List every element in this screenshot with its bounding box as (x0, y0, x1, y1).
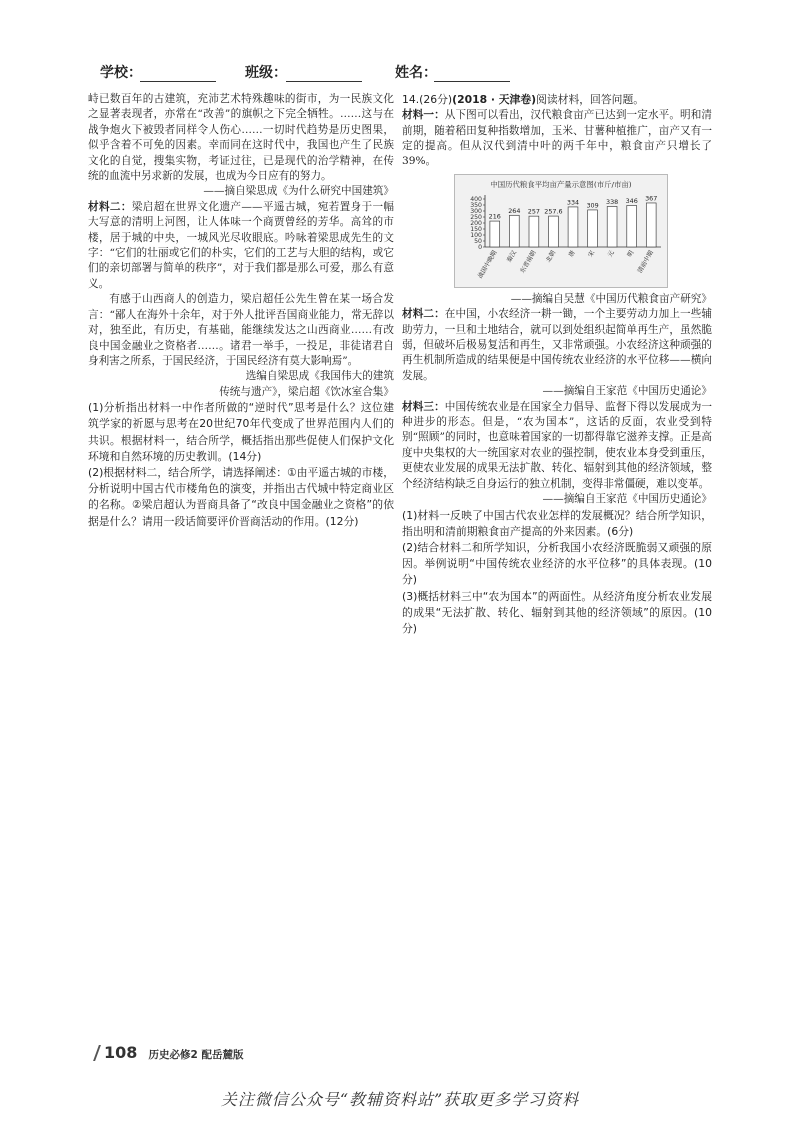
category-label: 明 (626, 249, 636, 259)
class-blank[interactable] (286, 81, 362, 82)
page-header (100, 62, 660, 86)
y-tick-label: 250 (470, 213, 482, 221)
question-intro: 阅读材料，回答问题。 (536, 93, 645, 106)
name-blank[interactable] (434, 81, 510, 82)
data-label: 309 (586, 201, 599, 210)
bar (490, 221, 500, 247)
data-label: 346 (625, 196, 638, 205)
material-three-source: ——摘编自王家范《中国历史通论》 (542, 493, 712, 506)
data-label: 334 (566, 198, 580, 207)
material-two-text: 在中国，小农经济一耕一锄，一个主要劳动力加上一些辅助劳力，一旦和土地结合，就可以到处组织起简单再生产，虽然脆弱，但破坏后极易复活和再生，又非常顽强。小农经济这种顽强的再生机制所造成的结果便是中国传统农业经济的水平位移——横向发展。 (402, 308, 713, 382)
material-two-paragraph (402, 307, 712, 384)
y-tick-label: 400 (470, 195, 482, 203)
category-label: 战国中晚期 (476, 249, 499, 280)
category-label: 唐 (567, 249, 577, 259)
category-label: 北朝 (544, 249, 558, 264)
data-label: 264 (508, 206, 521, 215)
bar (549, 216, 559, 247)
material-one-source: ——摘自梁思成《为什么研究中国建筑》 (203, 185, 394, 198)
y-tick-label: 300 (470, 207, 482, 215)
question-14-1: (1)材料一反映了中国古代农业怎样的发展概况？结合所学知识，指出明和清前期粮食亩产提高的外来因素。(6分) (402, 508, 712, 538)
y-tick-label: 150 (470, 225, 482, 233)
material-two-label: 材料二： (402, 308, 445, 321)
bar (509, 215, 519, 247)
bar (646, 203, 656, 247)
grain-yield-chart (454, 174, 668, 288)
data-label: 257 (527, 207, 540, 216)
bar (529, 216, 539, 247)
data-label: 367 (645, 194, 658, 203)
material-three-label: 材料三： (402, 400, 445, 413)
bar (588, 210, 598, 247)
question-source: (2018 · 天津卷) (452, 93, 537, 106)
y-tick-label: 100 (470, 231, 482, 239)
school-label: 学校： (100, 65, 142, 81)
material-two-paragraph-two: 有感于山西商人的创造力，梁启超任公先生曾在某一场合发言：“鄙人在海外十余年，对于外人批评吾国商业能力，常无辞以对，独至此，有历史，有基础，能继续发达之山西商业……有改良中国金融业之资格者……。诸君一举手，一投足，非徒诸君自身利害之所系，于国民经济，于国民经济有莫大影响焉”。 (88, 293, 394, 367)
question-13-2: (2)根据材料二，结合所学，请选择阐述：①由平遥古城的市楼，分析说明中国古代市楼角色的演变，并指出古代城中特定商业区的名称。②梁启超认为晋商具备了“改良中国金融业之资格”的依据是什么？请用一段话简要评价晋商活动的作用。(12分) (88, 465, 394, 528)
material-one-text: 峙已数百年的古建筑，充沛艺术特殊趣味的街市，为一民族文化之显著表现者，亦常在“改善”的旗帜之下完全牺牲。……这与在战争炮火下被毁者同样令人伤心……一切时代趋势是历史图果，似乎含着不可免的因素。幸而同在这时代中，我国也产生了民族文化的自觉，搜集实物，考证过往，已是现代的治学精神，在传统的血流中另求新的发展，也成为今日应有的努力。 (88, 93, 394, 183)
question-14-2: (2)结合材料二和所学知识，分析我国小农经济既脆弱又顽强的原因。举例说明“中国传统农业经济的水平位移”的具体表现。(10分) (402, 540, 712, 587)
data-label: 216 (488, 212, 501, 221)
y-tick-label: 0 (478, 243, 482, 251)
question-14-heading (402, 92, 712, 108)
material-two-source-line2: 传统与遗产》，梁启超《饮冰室合集》 (219, 385, 394, 398)
name-label: 姓名： (395, 65, 437, 81)
right-column (402, 92, 712, 637)
category-label: 宋 (587, 249, 597, 259)
book-title: 历史必修2 配岳麓版 (148, 1049, 244, 1061)
material-one-paragraph (402, 108, 712, 170)
left-column (88, 92, 394, 530)
material-two-source-line1: 选编自梁思成《我国伟大的建筑 (245, 370, 394, 383)
question-14-3: (3)概括材料三中“农为国本”的两面性。从经济角度分析农业发展的成果“无法扩散、转化、辐射到其他的经济领域”的原因。(10分) (402, 589, 712, 635)
material-one-text: 从下图可以看出，汉代粮食亩产已达到一定水平。明和清前期，随着稻田复种指数增加，玉米、甘薯种植推广，亩产又有一定的提高。但从汉代到清中叶的两千年中，粮食亩产只增长了39%。 (402, 109, 713, 168)
chart-source: ——摘编自吴慧《中国历代粮食亩产研究》 (510, 292, 712, 305)
material-one-label: 材料一： (402, 109, 445, 122)
bar (627, 205, 637, 247)
category-label: 秦汉 (505, 249, 519, 264)
material-three-text: 中国传统农业是在国家全力倡导、监督下得以发展成为一种进步的形态。但是，“农为国本”，这话的反面，农业受到特别“照顾”的同时，也意味着国家的一切都得靠它滋养支撑。正是高度中央集权的大一统国家对农业的强控制，使农业本身受到重压，更使农业发展的成果无法扩散、转化、辐射到其他的经济领域，整个经济结构缺乏自身运行的独立机制，变得非常僵硬，难以变革。 (402, 400, 713, 490)
y-tick-label: 350 (470, 201, 482, 209)
material-two-paragraph (88, 200, 394, 292)
bar (607, 206, 617, 247)
data-label: 257.6 (544, 207, 563, 216)
class-label: 班级： (245, 65, 287, 81)
category-label: 元 (606, 249, 616, 259)
y-tick-label: 200 (470, 219, 482, 227)
y-tick-label: 50 (474, 237, 482, 245)
bar (568, 207, 578, 247)
page-footer (104, 1043, 243, 1062)
school-blank[interactable] (140, 81, 216, 82)
question-number: 14.(26分) (402, 93, 453, 106)
chart-plot (455, 175, 667, 287)
material-two-text: 梁启超在世界文化遗产——平遥古城，宛若置身于一幅大写意的清明上河图，让人体味一个商贾曾经的芳华。高耸的市楼，居于城的中央，一城风光尽收眼底。吟咏着梁思成先生的文字：“它们的壮丽或它们的朴实，它们的工艺与大胆的结构，或它们的亲切部署与简单的秩序”，对于我们都是那么可爱，那么有意义。 (88, 200, 395, 290)
chart-title: 中国历代粮食平均亩产量示意图(市斤/市亩) (490, 179, 632, 189)
footer-divider (93, 1045, 101, 1061)
category-label: 东晋南朝 (519, 249, 538, 275)
material-two-label: 材料二： (88, 200, 132, 213)
promo-note: 关注微信公众号“教辅资料站”获取更多学习资料 (220, 1090, 580, 1109)
data-label: 338 (606, 197, 619, 206)
question-13-1: (1)分析指出材料一中作者所做的“逆时代”思考是什么？这位建筑学家的祈愿与思考在20世纪70年代变成了世界范围内人们的共识。根据材料一，结合所学，概括指出那些促使人们保护文化环境和自然环境的历史教训。(14分) (88, 401, 394, 463)
material-three-paragraph (402, 400, 712, 492)
category-label: 清前中期 (636, 249, 655, 275)
page-number: 108 (104, 1043, 138, 1062)
material-two-source: ——摘编自王家范《中国历史通论》 (542, 385, 712, 398)
